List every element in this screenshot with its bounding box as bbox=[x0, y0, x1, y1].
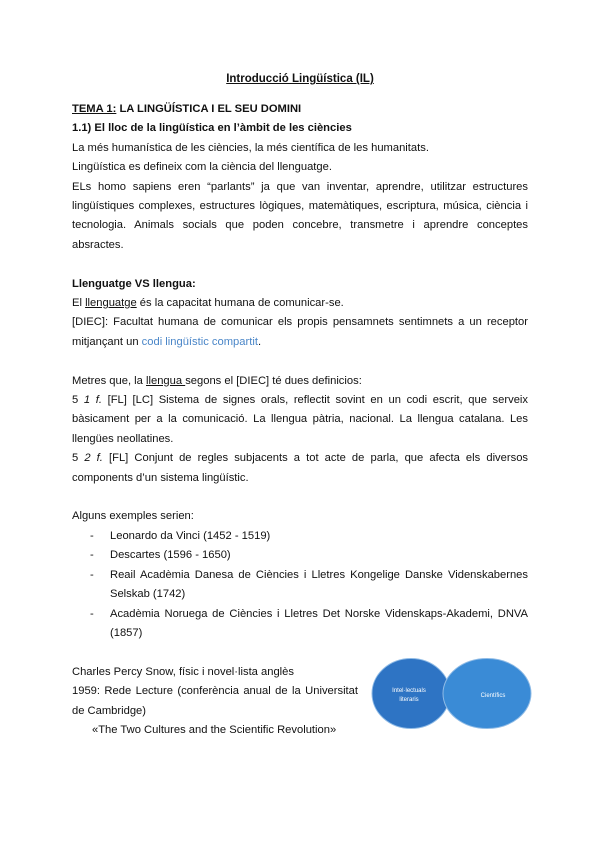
paragraph-diec-llenguatge: [DIEC]: Facultat humana de comunicar els propis pensamnets sentimnets a un receptor mitjançant un codi lingüístic compartit. bbox=[72, 316, 528, 348]
paragraph-snow: Charles Percy Snow, físic i novel·lista anglès bbox=[72, 665, 294, 678]
venn-label-literary-2: literaris bbox=[399, 697, 419, 703]
topic-number: TEMA 1: bbox=[72, 103, 117, 115]
list-item: - Leonardo da Vinci (1452 - 1519) bbox=[90, 527, 528, 546]
paragraph-rede-lecture: 1959: Rede Lecture (conferència anual de la Universitat de Cambridge) bbox=[72, 685, 358, 717]
list-item: - Acadèmia Noruega de Ciències i Lletres Det Norske Videnskaps-Akademi, DNVA (1857) bbox=[90, 605, 528, 644]
paragraph-llenguatge: El llenguatge és la capacitat humana de comunicar-se. bbox=[72, 297, 344, 310]
paragraph-llengua-intro: Metres que, la llengua segons el [DIEC] té dues definicios: bbox=[72, 374, 362, 387]
document-title: Introducció Lingüística (IL) bbox=[226, 73, 374, 85]
topic-heading bbox=[72, 100, 528, 119]
codi-linguistic-link[interactable]: codi lingüístic compartit bbox=[141, 335, 258, 348]
paragraph-llengua-def-1: 5 1 f. [FL] [LC] Sistema de signes orals, reflectit sovint en un codi escrit, que serveix bàsicament per a la comunicació. La llengua pàtria, nacional. La llengua catalana. Les llengües neollatines. bbox=[72, 394, 528, 445]
paragraph-homo-sapiens: ELs homo sapiens eren “parlants” ja que van inventar, aprendre, utilitzar estructures lingüístiques complexes, estructures lògiques, matemàtiques, escriptura, música, ciència i tecnologia. Animals socials que poden concebre, transmetre i aprendre conceptes absractes. bbox=[72, 180, 528, 251]
examples-intro: Alguns exemples serien: bbox=[72, 510, 194, 523]
document-body bbox=[72, 100, 528, 740]
two-cultures-venn-diagram bbox=[371, 657, 532, 730]
term-llengua: llengua bbox=[146, 374, 186, 387]
section-heading-llenguatge: Llenguatge VS llengua: bbox=[72, 277, 196, 290]
section-heading-1-1: 1.1) El lloc de la lingüística en l’àmbit de les ciències bbox=[72, 122, 352, 135]
venn-label-scientists: Científics bbox=[480, 693, 506, 699]
examples-list bbox=[72, 527, 528, 643]
venn-label-literary: Intel·lectuals bbox=[392, 688, 426, 694]
paragraph-definition: Lingüística es defineix com la ciència del llenguatge. bbox=[72, 161, 332, 174]
list-item: - Reail Acadèmia Danesa de Ciències i Lletres Kongelige Danske Videnskabernes Selskab (1742) bbox=[90, 566, 528, 605]
topic-title: LA LINGÜÍSTICA I EL SEU DOMINI bbox=[116, 103, 302, 115]
paragraph-llengua-def-2: 5 2 f. [FL] Conjunt de regles subjacents a tot acte de parla, que afecta els diversos components d’un sistema lingüístic. bbox=[72, 452, 529, 484]
paragraph-humanities: La més humanística de les ciències, la més científica de les humanitats. bbox=[72, 141, 429, 154]
quote-two-cultures: «The Two Cultures and the Scientific Revolution» bbox=[92, 723, 337, 736]
term-llenguatge: llenguatge bbox=[85, 297, 137, 310]
list-item: - Descartes (1596 - 1650) bbox=[90, 546, 528, 565]
